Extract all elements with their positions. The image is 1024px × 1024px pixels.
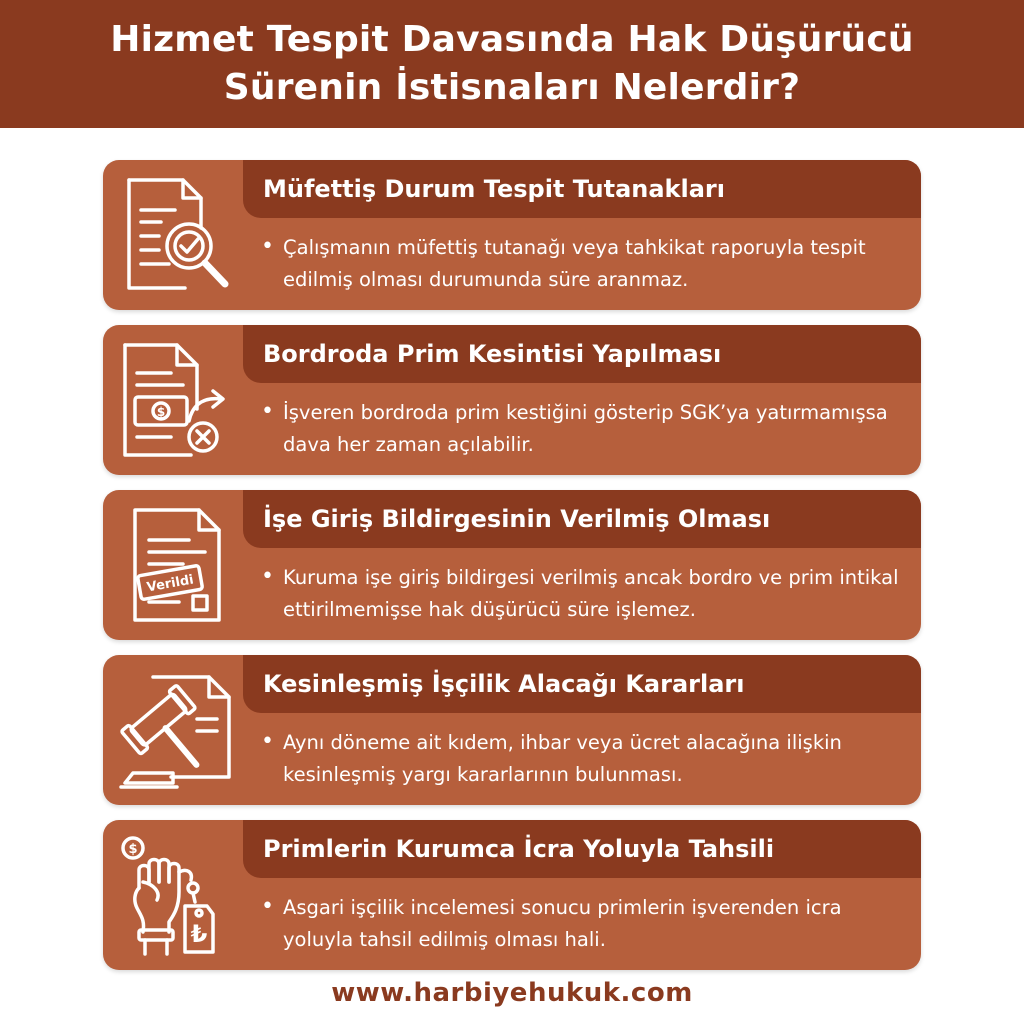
card-text: Aynı döneme ait kıdem, ihbar veya ücret alacağına ilişkin kesinleşmiş yargı kararlarının bulunması. [283, 731, 842, 786]
card-title: İşe Giriş Bildirgesinin Verilmiş Olması [263, 505, 771, 533]
payroll-money-cross-icon [113, 337, 237, 463]
card-body [261, 562, 909, 626]
card-body [261, 232, 909, 296]
bullet: • [261, 399, 274, 424]
page-title [62, 16, 962, 112]
card-title-bar [243, 325, 921, 383]
card-body [261, 397, 909, 461]
document-magnifier-check-icon [113, 172, 237, 298]
fist-money-tag-icon [113, 832, 237, 958]
footer-url[interactable]: www.harbiyehukuk.com [331, 978, 693, 1008]
stamp-label: Verildi [145, 572, 195, 596]
card-title-bar [243, 820, 921, 878]
card-title: Kesinleşmiş İşçilik Alacağı Kararları [263, 670, 745, 698]
card-title: Primlerin Kurumca İcra Yoluyla Tahsili [263, 835, 775, 863]
bullet: • [261, 564, 274, 589]
card-ise-giris [103, 490, 921, 640]
bullet: • [261, 894, 274, 919]
card-text: Kuruma işe giriş bildirgesi verilmiş ancak bordro ve prim intikal ettirilmemişse hak düşürücü süre işlemez. [283, 566, 899, 621]
page-title-line-2: Sürenin İstisnaları Nelerdir? [223, 67, 801, 108]
document-stamp-icon [113, 502, 237, 628]
card-text: İşveren bordroda prim kestiğini gösterip SGK’ya yatırmamışsa dava her zaman açılabilir. [283, 401, 888, 456]
bullet: • [261, 729, 274, 754]
card-mufettis [103, 160, 921, 310]
svg-text:$: $ [156, 405, 166, 419]
page-header [0, 0, 1024, 128]
coin-symbol: $ [128, 842, 138, 857]
gavel-document-icon [113, 667, 237, 793]
bullet: • [261, 234, 274, 259]
card-title-bar [243, 490, 921, 548]
tag-symbol: ₺ [190, 920, 208, 948]
card-text: Asgari işçilik incelemesi sonucu primlerin işverenden icra yoluyla tahsil edilmiş olması hali. [283, 896, 842, 951]
card-text: Çalışmanın müfettiş tutanağı veya tahkikat raporuyla tespit edilmiş olması durumunda süre aranmaz. [283, 236, 866, 291]
card-title: Müfettiş Durum Tespit Tutanakları [263, 175, 725, 203]
card-title-bar [243, 160, 921, 218]
card-body [261, 727, 909, 791]
card-icra-tahsili [103, 820, 921, 970]
card-bordro [103, 325, 921, 475]
card-body [261, 892, 909, 956]
card-title: Bordroda Prim Kesintisi Yapılması [263, 340, 722, 368]
page-title-line-1: Hizmet Tespit Davasında Hak Düşürücü [110, 19, 914, 60]
card-title-bar [243, 655, 921, 713]
card-kesinlesmis [103, 655, 921, 805]
